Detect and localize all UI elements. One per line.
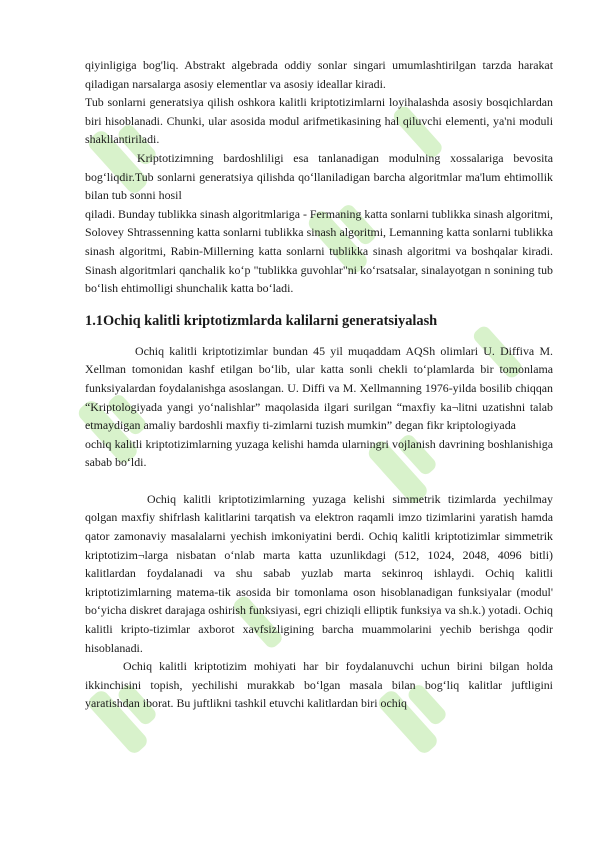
- paragraph-key-pair-essence: Ochiq kalitli kriptotizim mohiyati har bir foydalanuvchi uchun birini bilgan holda ikkinchisini topish, yechilishi murakkab bo‘lgan masala bilan bog‘liq kalitlar juftligini yaratishdan iborat. Bu juftlikni tashkil etuvchi kalitlardan biri ochiq: [85, 659, 553, 711]
- paragraph-spacer: [85, 472, 553, 490]
- document-body: [85, 56, 553, 713]
- paragraph-primality-tests: qiladi. Bunday tublikka sinash algoritmlariga - Fermaning katta sonlarni tublikka sinash algoritmi, Solovey Shtrassenning katta sonlarni tublikka sinash algoritmi, Lemanning katta sonlarni tublikka sinash algoritmi, Rabin-Millerning katta sonlarni tublikka sinash algoritmi va boshqalar kiradi. Sinash algoritmlari qanchalik ko‘p "tublikka guvohlar"ni ko‘rsatsalar, sinalayotgan n sonining tub bo‘lish ehtimolligi shunchalik katta bo‘ladi.: [85, 206, 553, 296]
- paragraph-public-key-origin: ochiq kalitli kriptotizimlarning yuzaga kelishi hamda ularningri vojlanish davrining boshlanishiga sabab bo‘ldi.: [85, 436, 553, 470]
- paragraph-public-key-benefits: Ochiq kalitli kriptotizimlarning yuzaga kelishi simmetrik tizimlarda yechilmay qolgan maxfiy shifrlash kalitlarini tarqatish va elektron raqamli imzo tizimlarini yaratish hamda qator zamonaviy masalalarni yechish imkoniyatini berdi. Ochiq kalitli kriptotizimlar simmetrik kriptotizim¬larga nisbatan o‘nlab marta katta uzunlikdagi (512, 1024, 2048, 4096 bitli) kalitlardan foydalanadi va shu sabab yuzlab marta sekinroq ishlaydi. Ochiq kalitli kriptotizimlarning matema-tik asosida bir tomonlama oson hisoblanadigan funksiyalar (modul' bo‘yicha diskret darajaga oshirish funksiyasi, egri chiziqli elliptik funksiya va sh.k.) yotadi. Ochiq kalitli kripto-tizimlar axborot xavfsizligining barcha muammolarini yechib berishga qodir hisoblanadi.: [85, 491, 553, 655]
- paragraph-cryptosystem-strength: Kriptotizimning bardoshliligi esa tanlanadigan modulning xossalariga bevosita bog‘liqdir.Tub sonlarni generatsiya qilishda qo‘llaniladigan barcha algoritmlar ma'lum ehtimollik bilan tub sonni hosil: [85, 150, 553, 203]
- paragraph-public-key-history: Ochiq kalitli kriptotizimlar bundan 45 yil muqaddam AQSh olimlari U. Diffiva M. Xellman tomonidan kashf etilgan bo‘lib, ular katta sonli chekli to‘plamlarda bir tomonlama funksiyalardan foydalanishga asoslangan. U. Diffi va M. Xellmanning 1976-yilda bosilib chiqqan “Kriptologiyada yangi yo‘nalishlar” maqolasida ilgari surilgan “maxfiy ka¬litni uzatishni talab etmaydigan amaliy bardoshli maxfiy ti-zimlarni tuzish mumkin” degan fikr kriptologiyada: [85, 343, 553, 433]
- section-heading: 1.1Ochiq kalitli kriptotizmlarda kalilarni generatsiyalash: [85, 312, 438, 329]
- paragraph-continuation: qiyinligiga bog'liq. Abstrakt algebrada oddiy sonlar singari umumlashtirilgan tarzda harakat qiladigan narsalarga asosiy elementlar va asosiy ideallar kiradi.: [85, 58, 553, 91]
- paragraph-prime-generation: Tub sonlarni generatsiya qilish oshkora kalitli kriptotizimlarni loyihalashda asosiy bosqichlardan biri hisoblanadi. Chunki, ular asosida modul arifmetikasining hal qiluvchi elementi, ya'ni moduli shakllantiriladi.: [85, 95, 553, 147]
